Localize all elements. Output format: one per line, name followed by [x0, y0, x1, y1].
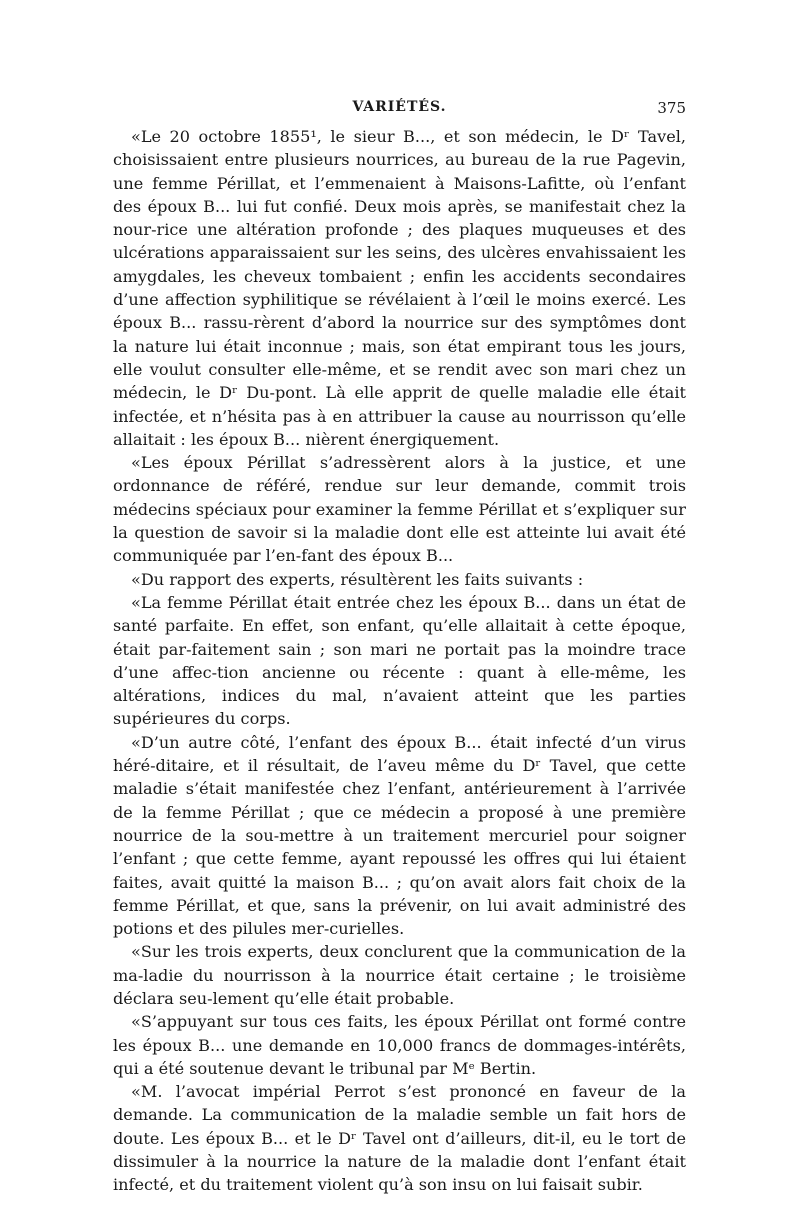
paragraph-3: «Du rapport des experts, résultèrent les faits suivants :: [131, 569, 584, 589]
paragraph-4: «La femme Périllat était entrée chez les époux B... dans un état de santé parfaite. En effet, son enfant, qu’elle allaitait à cette époque, était par-faitement sain ; son mari ne portait pas la moindre trace d’une affec-tion ancienne ou récente : quant à elle-même, les altérations, indices du mal, n’avaient atteint que les parties supérieures du corps.: [113, 592, 686, 729]
paragraph-1: «Le 20 octobre 1855¹, le sieur B..., et son médecin, le Dʳ Tavel, choisissaient entre plusieurs nourrices, au bureau de la rue Pagevin, une femme Périllat, et l’emmenaient à Maisons-Lafitte, où l’enfant des époux B... lui fut confié. Deux mois après, se manifestait chez la nour-rice une altération profonde ; des plaques muqueuses et des ulcérations apparaissaient sur les seins, des ulcères envahissaient les amygdales, les cheveux tombaient ; enfin les accidents secondaires d’une affection syphilitique se révélaient à l’œil le moins exercé. Les époux B... rassu-rèrent d’abord la nourrice sur des symptômes dont la nature lui était inconnue ; mais, son état empirant tous les jours, elle voulut consulter elle-même, et se rendit avec son mari chez un médecin, le Dʳ Du-pont. Là elle apprit de quelle maladie elle était infectée, et n’hésita pas à en attribuer la cause au nourrisson qu’elle allaitait : les époux B... nièrent énergiquement.: [113, 127, 686, 449]
page-number: 375: [657, 99, 686, 117]
paragraph-8: «M. l’avocat impérial Perrot s’est prononcé en faveur de la demande. La communication de la maladie semble un fait hors de doute. Les époux B... et le Dʳ Tavel ont d’ailleurs, dit-il, eu le tort de dissimuler à la nourrice la nature de la maladie dont l’enfant était infecté, et du traitement violent qu’à son insu on lui faisait subir.: [113, 1082, 686, 1195]
paragraph-7: «S’appuyant sur tous ces faits, les époux Périllat ont formé contre les époux B... une demande en 10,000 francs de dommages-intérêts, qui a été soutenue devant le tribunal par Mᵉ Bertin.: [113, 1012, 686, 1078]
paragraph-6: «Sur les trois experts, deux conclurent que la communication de la ma-ladie du nourrisson à la nourrice était certaine ; le troisième déclara seu-lement qu’elle était probable.: [113, 942, 686, 1008]
paragraph-5: «D’un autre côté, l’enfant des époux B... était infecté d’un virus héré-ditaire, et il résultait, de l’aveu même du Dʳ Tavel, que cette maladie s’était manifestée chez l’enfant, antérieurement à l’arrivée de la femme Périllat ; que ce médecin a proposé à une première nourrice de la sou-mettre à un traitement mercuriel pour soigner l’enfant ; que cette femme, ayant repoussé les offres qui lui étaient faites, avait quitté la maison B... ; qu’on avait alors fait choix de la femme Périllat, et que, sans la prévenir, on lui avait administré des potions et des pilules mer-curielles.: [113, 732, 686, 939]
body-text: [113, 125, 686, 1197]
paragraph-2: «Les époux Périllat s’adressèrent alors à la justice, et une ordonnance de référé, rendue sur leur demande, commit trois médecins spéciaux pour examiner la femme Périllat et s’expliquer sur la question de savoir si la maladie dont elle est atteinte lui avait été communiquée par l’en-fant des époux B...: [113, 453, 686, 566]
running-title: VARIÉTÉS.: [352, 99, 447, 115]
book-page: [113, 97, 686, 1197]
running-header: [113, 97, 686, 123]
